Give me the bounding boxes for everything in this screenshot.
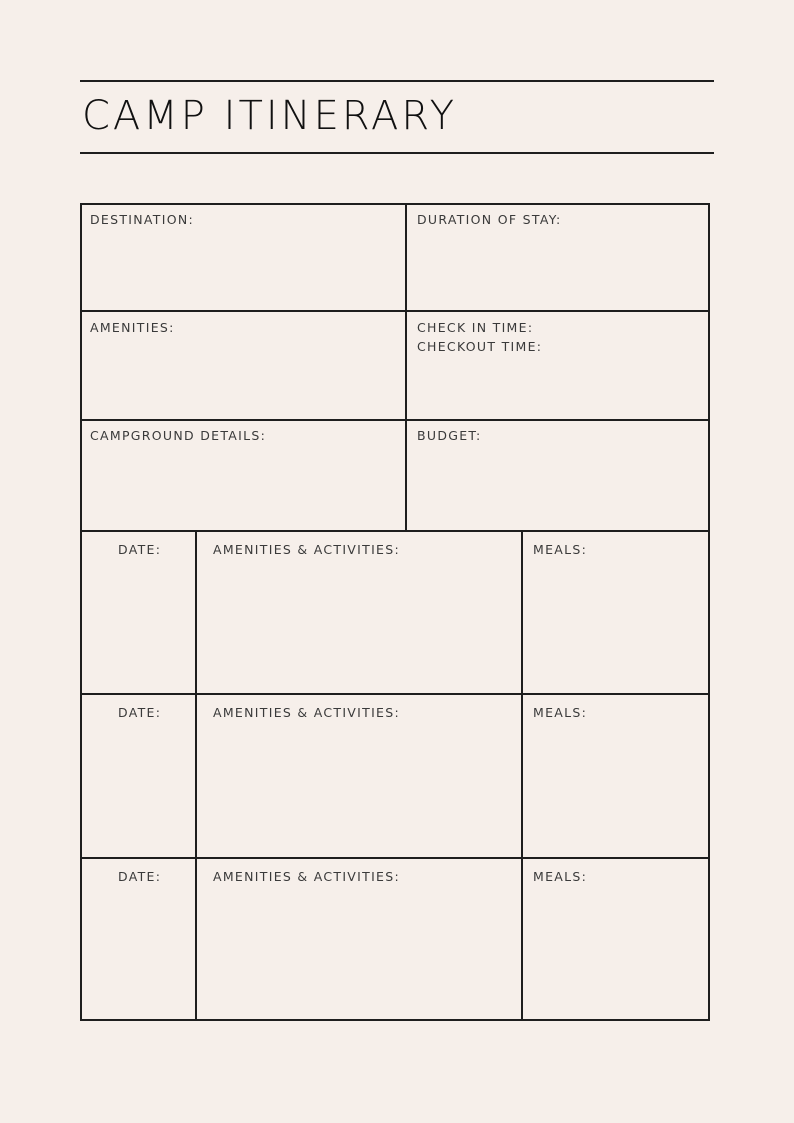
day-meals-label: MEALS: xyxy=(533,869,588,884)
destination-label: DESTINATION: xyxy=(90,212,195,227)
trip-row-divider-2 xyxy=(80,419,710,421)
day-activities-label: AMENITIES & ACTIVITIES: xyxy=(213,869,401,884)
check-in-label: CHECK IN TIME: xyxy=(417,320,534,335)
day-activities-label: AMENITIES & ACTIVITIES: xyxy=(213,542,401,557)
day-date-label: DATE: xyxy=(118,705,162,720)
day-activities-label: AMENITIES & ACTIVITIES: xyxy=(213,705,401,720)
budget-label: BUDGET: xyxy=(417,428,482,443)
day-date-divider xyxy=(195,530,197,1020)
amenities-label: AMENITIES: xyxy=(90,320,175,335)
duration-label: DURATION OF STAY: xyxy=(417,212,562,227)
day-date-label: DATE: xyxy=(118,869,162,884)
header-bottom-rule xyxy=(80,152,714,154)
day-row-divider-1 xyxy=(80,693,710,695)
day-meals-label: MEALS: xyxy=(533,705,588,720)
day-date-label: DATE: xyxy=(118,542,162,557)
day-meals-divider xyxy=(521,530,523,1020)
day-meals-label: MEALS: xyxy=(533,542,588,557)
trip-row-divider-1 xyxy=(80,310,710,312)
trip-section-bottom xyxy=(80,530,710,532)
page-title: CAMP ITINERARY xyxy=(82,93,458,139)
checkout-label: CHECKOUT TIME: xyxy=(417,339,543,354)
campground-details-label: CAMPGROUND DETAILS: xyxy=(90,428,267,443)
header-top-rule xyxy=(80,80,714,82)
trip-column-divider xyxy=(405,203,407,531)
day-row-divider-2 xyxy=(80,857,710,859)
